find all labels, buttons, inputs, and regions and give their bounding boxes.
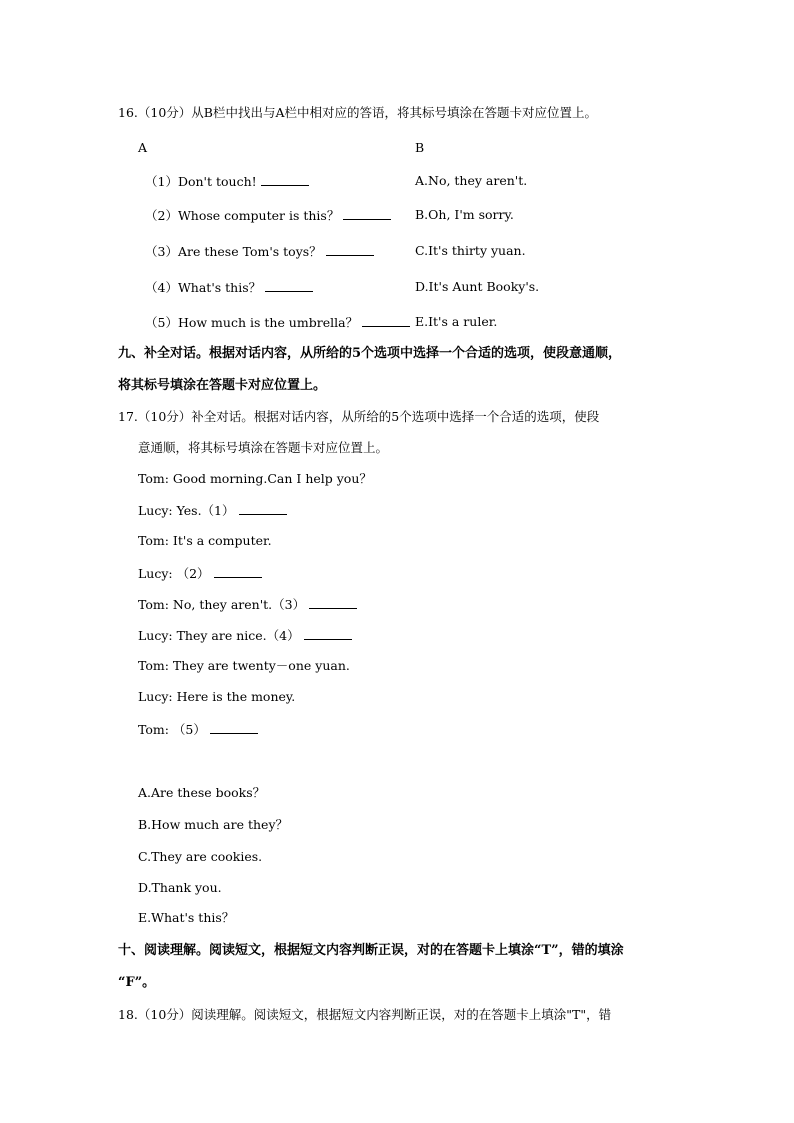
answer-blank[interactable] [362,314,410,327]
column-a-header: A [138,140,148,155]
answer-blank[interactable] [265,279,313,292]
answer-option [138,817,288,833]
dialogue-line-text: Lucy: （2） [138,566,210,581]
dialogue-line-text: Tom: No, they aren't.（3） [138,597,306,612]
answer-option-text: B.How much are they？ [138,817,289,832]
answer-blank[interactable] [239,502,287,515]
column-a-item [145,207,391,224]
column-a-item-text: （1）Don't touch! [145,174,257,189]
column-a-item-text: （3）Are these Tom's toys？ [145,244,322,259]
column-b-item-text: C.It's thirty yuan. [415,243,526,258]
dialogue-line-text: Lucy: Here is the money. [138,689,296,704]
column-b-item-text: D.It's Aunt Booky's. [415,279,540,294]
column-a-item-text: （2）Whose computer is this？ [145,208,340,223]
section-10-heading-cont: “F”。 [118,975,156,990]
column-b-header: B [415,140,425,155]
answer-option-text: A.Are these books？ [138,785,266,800]
dialogue-line [138,721,258,738]
column-b-item-text: E.It's a ruler. [415,314,498,329]
dialogue-line-text: Lucy: They are nice.（4） [138,628,300,643]
section-9-heading: 九、补全对话。根据对话内容，从所给的5个选项中选择一个合适的选项，使段意通顺， [118,346,622,361]
answer-blank[interactable] [343,207,391,220]
column-b-item [415,314,497,330]
question-17-stem: 17.（10分）补全对话。根据对话内容，从所给的5个选项中选择一个合适的选项，使段 [118,409,600,424]
column-a-item [145,243,374,260]
column-b-item-text: A.No, they aren't. [415,173,528,188]
dialogue-line-text: Tom: They are twenty－one yuan. [138,658,350,673]
dialogue-line-text: Tom: It's a computer. [138,533,272,548]
dialogue-line [138,533,272,549]
answer-option-text: C.They are cookies. [138,849,263,864]
dialogue-line [138,689,295,705]
question-18-stem: 18.（10分）阅读理解。阅读短文，根据短文内容判断正误，对的在答题卡上填涂"T"，错 [118,1007,612,1022]
column-b-item [415,243,526,259]
answer-option-text: D.Thank you. [138,880,222,895]
answer-option [138,880,222,896]
dialogue-line [138,565,262,582]
dialogue-line [138,502,287,519]
column-b-item [415,173,527,189]
column-a-item-text: （4）What's this？ [145,280,262,295]
column-a-item [145,173,309,190]
column-b-item [415,207,514,223]
column-a-item [145,314,410,331]
column-b-item-text: B.Oh, I'm sorry. [415,207,514,222]
answer-option [138,785,265,801]
section-10-heading: 十、阅读理解。阅读短文，根据短文内容判断正误，对的在答题卡上填涂“T”，错的填涂 [118,943,624,958]
section-9-heading-cont: 将其标号填涂在答题卡对应位置上。 [118,378,327,393]
dialogue-line-text: Tom: Good morning.Can I help you？ [138,471,372,486]
answer-blank[interactable] [309,596,357,609]
answer-blank[interactable] [304,627,352,640]
question-16-stem: 16.（10分）从B栏中找出与A栏中相对应的答语，将其标号填涂在答题卡对应位置上。 [118,105,597,120]
dialogue-line [138,627,352,644]
dialogue-line-text: Tom: （5） [138,722,206,737]
answer-blank[interactable] [326,243,374,256]
answer-option [138,849,262,865]
answer-blank[interactable] [261,173,309,186]
answer-blank[interactable] [214,565,262,578]
dialogue-line-text: Lucy: Yes.（1） [138,503,235,518]
dialogue-line [138,658,350,674]
column-a-item [145,279,313,296]
dialogue-line [138,471,372,487]
answer-blank[interactable] [210,721,258,734]
column-a-item-text: （5）How much is the umbrella？ [145,315,359,330]
answer-option-text: E.What's this？ [138,910,235,925]
question-17-stem-cont: 意通顺，将其标号填涂在答题卡对应位置上。 [138,440,389,455]
dialogue-line [138,596,357,613]
column-b-item [415,279,539,295]
answer-option [138,910,234,926]
